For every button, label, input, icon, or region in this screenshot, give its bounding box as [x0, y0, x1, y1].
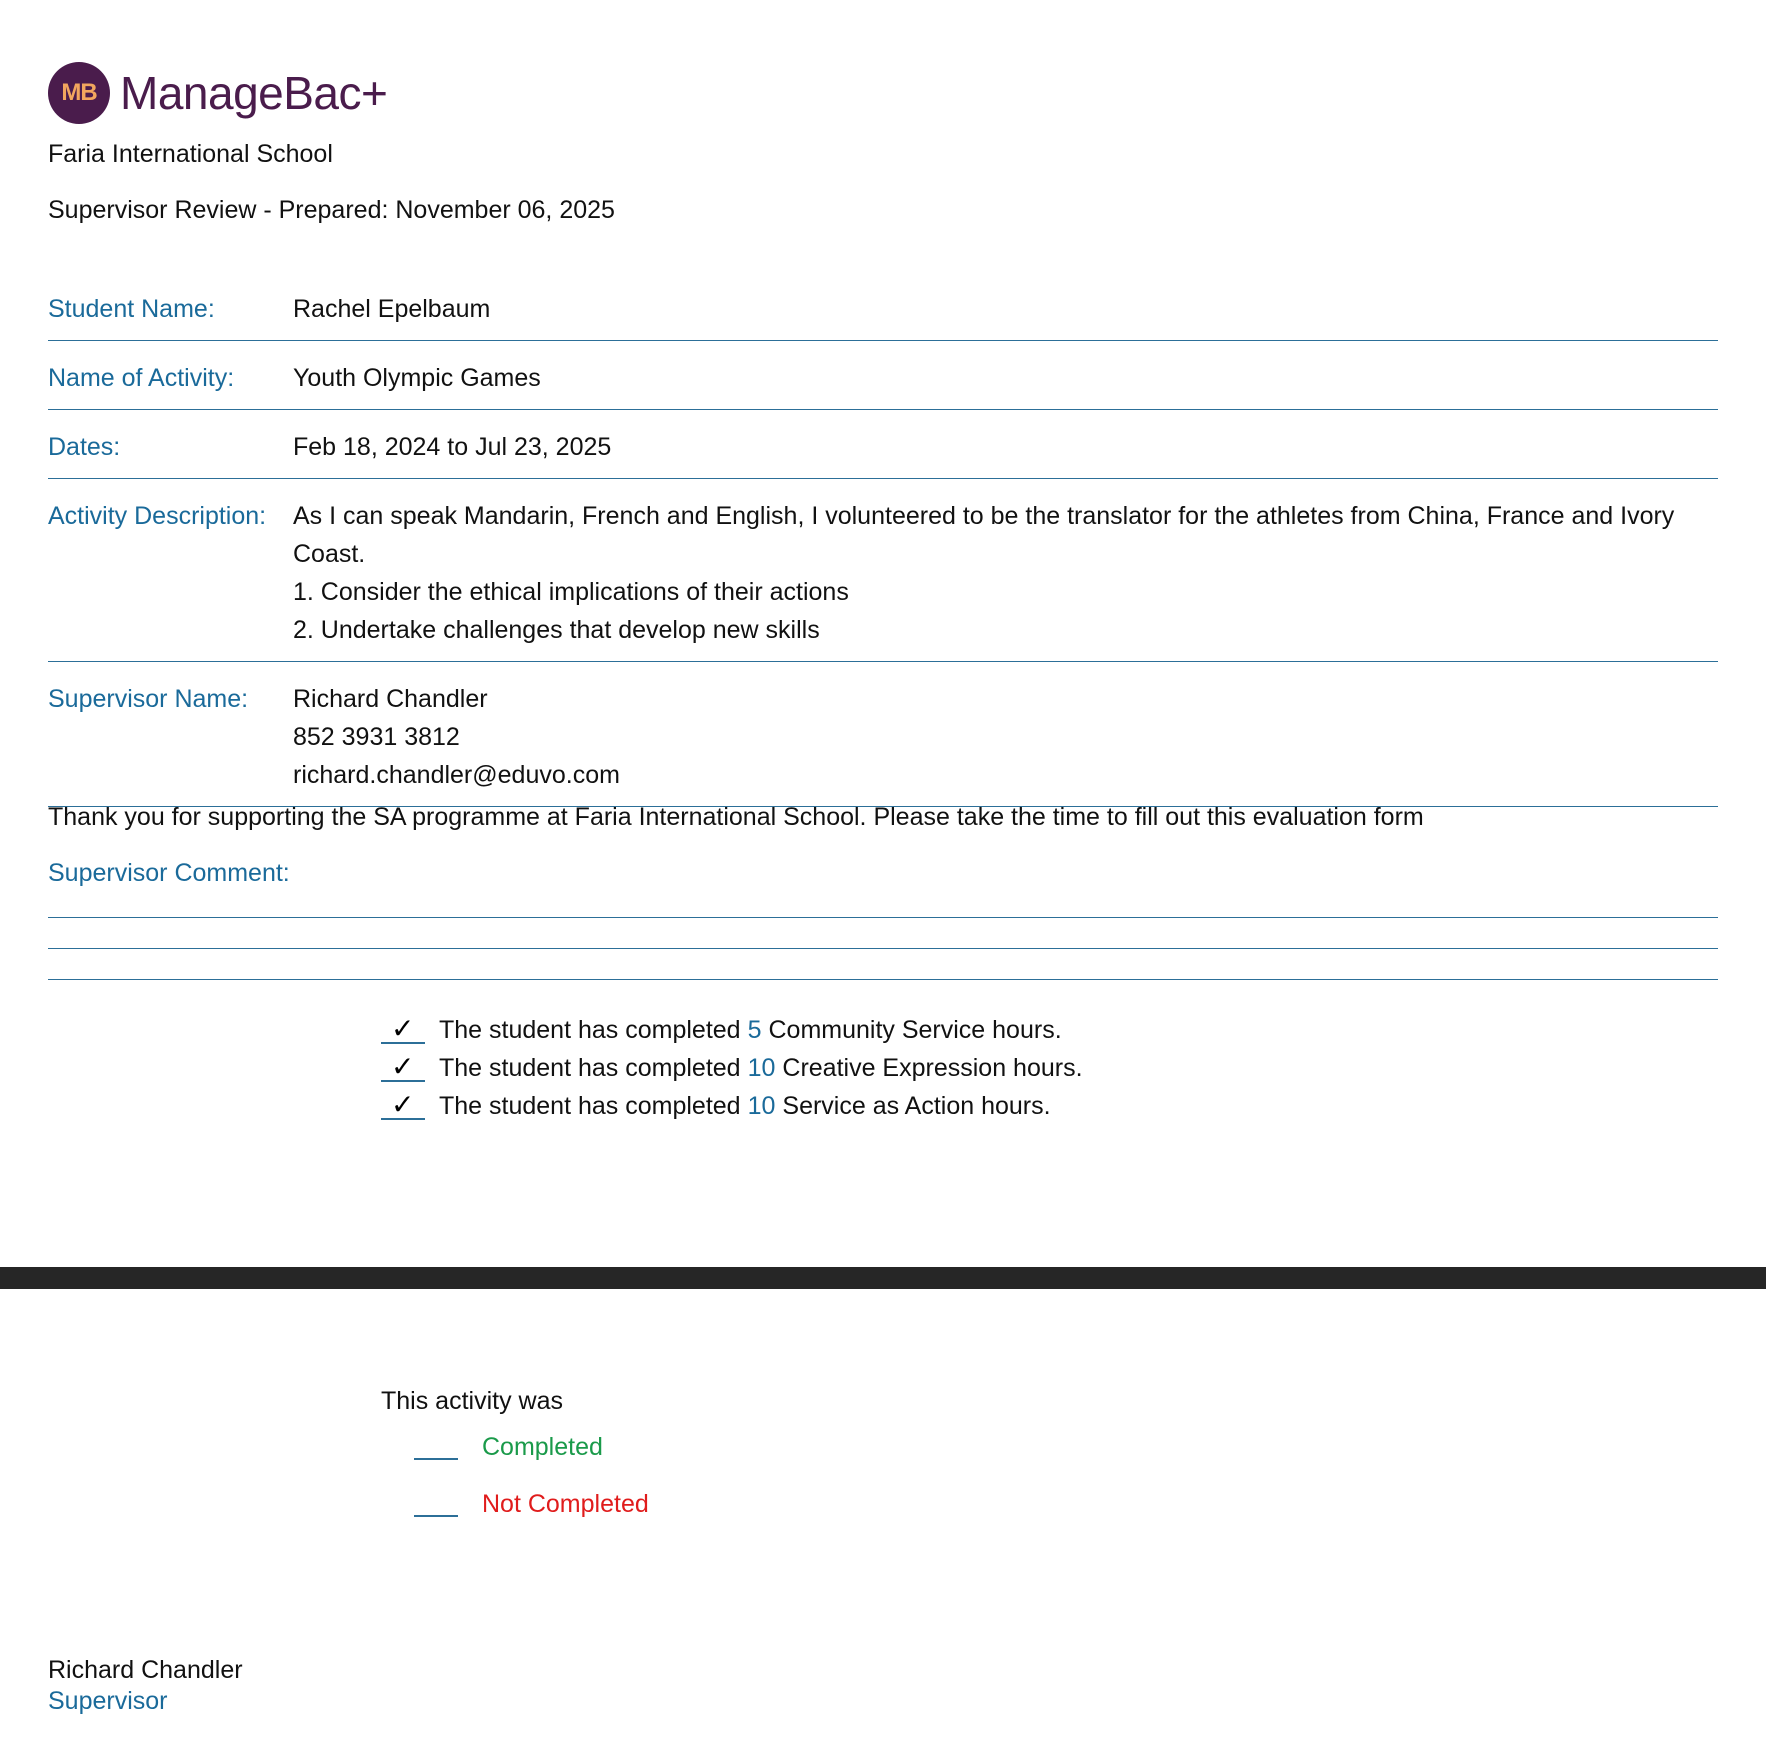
comment-line [48, 948, 1718, 949]
hours-item [381, 1087, 1083, 1125]
checkmark-icon: ✓ [391, 1051, 415, 1082]
signature-role: Supervisor [48, 1687, 168, 1715]
status-option-not-completed[interactable] [414, 1484, 649, 1524]
completed-blank[interactable] [414, 1434, 458, 1460]
dates-row [48, 428, 1718, 479]
managebac-logo [48, 62, 387, 124]
hours-prefix: The student has completed [439, 1091, 741, 1120]
student-name-value: Rachel Epelbaum [293, 295, 491, 323]
comment-line [48, 917, 1718, 918]
checkbox-checked[interactable] [381, 1013, 425, 1044]
hours-value: 5 [747, 1015, 762, 1044]
logo-text: ManageBac+ [120, 67, 388, 119]
description-outcome-2: 2. Undertake challenges that develop new skills [293, 616, 820, 644]
checkbox-checked[interactable] [381, 1089, 425, 1120]
supervisor-row [48, 680, 1718, 807]
student-name-label: Student Name: [48, 295, 215, 323]
activity-name-label: Name of Activity: [48, 364, 235, 392]
description-label: Activity Description: [48, 502, 267, 530]
status-label: This activity was [381, 1387, 563, 1415]
dates-value: Feb 18, 2024 to Jul 23, 2025 [293, 433, 612, 461]
completed-label: Completed [482, 1432, 603, 1461]
hours-checklist [381, 1011, 1083, 1125]
activity-name-row [48, 359, 1718, 410]
supervisor-label: Supervisor Name: [48, 685, 249, 713]
description-row [48, 497, 1718, 662]
signature-name: Richard Chandler [48, 1656, 243, 1684]
description-value [293, 497, 1718, 649]
supervisor-comment-label: Supervisor Comment: [48, 859, 290, 887]
student-name-row [48, 290, 1718, 341]
supervisor-name: Richard Chandler [293, 685, 488, 713]
hours-value: 10 [747, 1091, 776, 1120]
activity-name-value: Youth Olympic Games [293, 364, 541, 392]
hours-item [381, 1049, 1083, 1087]
checkmark-icon: ✓ [391, 1013, 415, 1044]
activity-status [381, 1387, 649, 1524]
hours-prefix: The student has completed [439, 1015, 741, 1044]
checkmark-icon: ✓ [391, 1089, 415, 1120]
hours-suffix: Creative Expression hours. [782, 1053, 1083, 1082]
not-completed-label: Not Completed [482, 1489, 649, 1518]
school-name: Faria International School [48, 140, 333, 168]
signature-block [48, 1655, 243, 1717]
thanks-message: Thank you for supporting the SA programme at Faria International School. Please take the time to fill out this evaluation form [48, 803, 1424, 831]
comment-line [48, 979, 1718, 980]
checkbox-checked[interactable] [381, 1051, 425, 1082]
supervisor-phone: 852 3931 3812 [293, 723, 460, 751]
hours-item [381, 1011, 1083, 1049]
hours-suffix: Service as Action hours. [782, 1091, 1051, 1120]
description-text: As I can speak Mandarin, French and English, I volunteered to be the translator for the athletes from China, France and Ivory Coast. [293, 502, 1675, 568]
supervisor-email: richard.chandler@eduvo.com [293, 761, 620, 789]
not-completed-blank[interactable] [414, 1491, 458, 1517]
status-option-completed[interactable] [414, 1427, 649, 1467]
hours-suffix: Community Service hours. [768, 1015, 1062, 1044]
hours-prefix: The student has completed [439, 1053, 741, 1082]
logo-badge: MB [48, 62, 110, 124]
dates-label: Dates: [48, 433, 121, 461]
prepared-date: Supervisor Review - Prepared: November 06, 2025 [48, 196, 615, 224]
activity-info-table [48, 290, 1718, 825]
supervisor-value [293, 680, 1718, 794]
page-divider [0, 1267, 1766, 1289]
hours-value: 10 [747, 1053, 776, 1082]
description-outcome-1: 1. Consider the ethical implications of their actions [293, 578, 849, 606]
